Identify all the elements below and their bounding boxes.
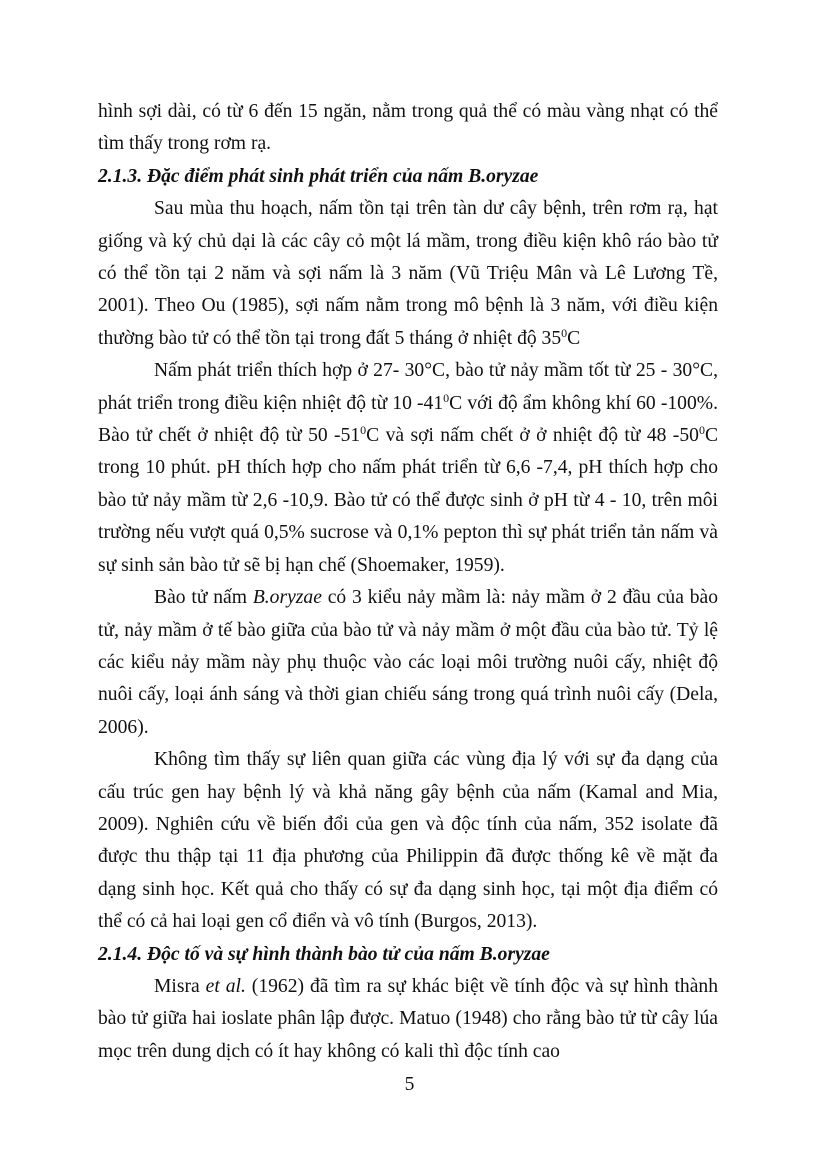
paragraph-toxin	[98, 971, 718, 1068]
continuation-paragraph: hình sợi dài, có từ 6 đến 15 ngăn, nằm trong quả thể có màu vàng nhạt có thể tìm thấy trong rơm rạ.	[98, 101, 718, 155]
document-page	[98, 96, 718, 1068]
paragraph-text: C trong 10 phút. pH thích hợp cho nấm phát triển từ 6,6 -7,4, pH thích hợp cho bào tử nảy mầm từ 2,6 -10,9. Bào tử có thể được sinh ở pH từ 4 - 10, trên môi trường nếu vượt quá 0,5% sucrose và 0,1% pepton thì sự phát triển tản nấm và sự sinh sản bào tử sẽ bị hạn chế (Shoemaker, 1959).	[98, 425, 719, 576]
paragraph-text: có 3 kiểu nảy mầm là: nảy mầm ở 2 đầu của bào tử, nảy mầm ở tế bào giữa của bào tử và nảy mầm ở một đầu của bào tử. Tỷ lệ các kiểu nảy mầm này phụ thuộc vào các loại môi trường nuôi cấy, nhiệt độ nuôi cấy, loại ánh sáng và thời gian chiếu sáng trong quá trình nuôi cấy (Dela, 2006).	[98, 587, 718, 738]
paragraph-text: Sau mùa thu hoạch, nấm tồn tại trên tàn dư cây bệnh, trên rơm rạ, hạt giống và ký chủ dại là các cây cỏ một lá mầm, trong điều kiện khô ráo bào tử có thể tồn tại 2 năm và sợi nấm là 3 năm (Vũ Triệu Mân và Lê Lương Tề, 2001). Theo Ou (1985), sợi nấm nằm trong mô bệnh là 3 năm, với điều kiện thường bào tử có thể tồn tại trong đất 5 tháng ở nhiệt độ 35	[98, 198, 718, 349]
paragraph-temperature	[98, 355, 718, 582]
section-heading-2-1-4: 2.1.4. Độc tố và sự hình thành bào tử của nấm B.oryzae	[98, 943, 550, 965]
superscript-degree: 0	[443, 390, 450, 405]
paragraph-germination	[98, 582, 718, 744]
paragraph-text: C với độ ẩm không khí 60 -100%. Bào tử chết ở nhiệt độ từ 50 -51	[98, 392, 718, 447]
paragraph-text: Nấm phát triển thích hợp ở 27- 30°C, bào tử nảy mầm tốt từ 25 - 30°C, phát triển trong điều kiện nhiệt độ từ 10 -41	[98, 360, 718, 414]
paragraph-diversity: Không tìm thấy sự liên quan giữa các vùng địa lý với sự đa dạng của cấu trúc gen hay bệnh lý và khả năng gây bệnh của nấm (Kamal and Mia, 2009). Nghiên cứu về biến đổi của gen và độc tính của nấm, 352 isolate đã được thu thập tại 11 địa phương của Philippin đã được thống kê về mặt đa dạng sinh học. Kết quả cho thấy có sự đa dạng sinh học, tại một địa điểm có thể có cả hai loại gen cổ điển và vô tính (Burgos, 2013).	[98, 749, 718, 933]
page-number: 5	[404, 1074, 415, 1095]
species-name: B.oryzae	[252, 587, 322, 609]
paragraph-text: (1962) đã tìm ra sự khác biệt về tính độc và sự hình thành bào tử giữa hai ioslate phân lập được. Matuo (1948) cho rằng bào tử từ cây lúa mọc trên dung dịch có ít hay không có kali thì độc tính cao	[98, 975, 718, 1062]
et-al: et al.	[205, 975, 246, 997]
superscript-degree: 0	[360, 423, 367, 438]
paragraph-survival	[98, 193, 718, 355]
superscript-degree: 0	[698, 423, 705, 438]
paragraph-text: Misra	[154, 975, 206, 997]
paragraph-text: Bào tử nấm	[154, 587, 253, 609]
section-heading-2-1-3: 2.1.3. Đặc điểm phát sinh phát triển của nấm B.oryzae	[98, 165, 539, 187]
paragraph-text: C và sợi nấm chết ở ở nhiệt độ từ 48 -50	[366, 425, 699, 447]
superscript-degree: 0	[561, 325, 568, 340]
paragraph-text: C	[567, 327, 581, 349]
